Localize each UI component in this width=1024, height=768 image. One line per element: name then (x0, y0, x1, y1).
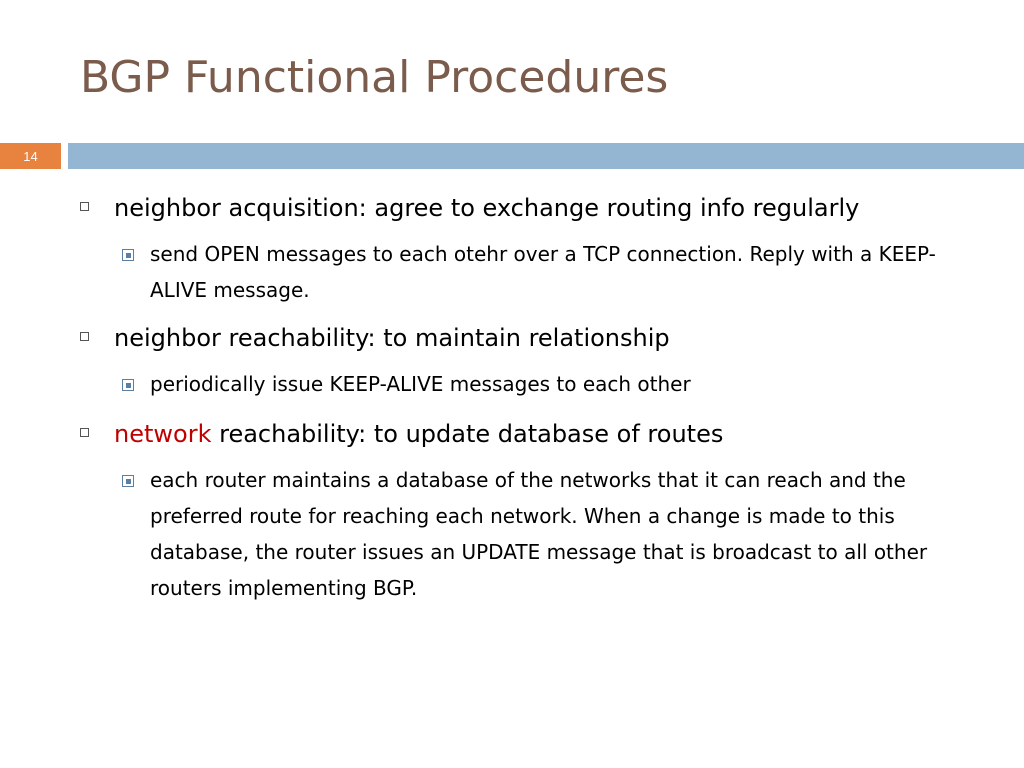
highlighted-word: network (114, 420, 212, 448)
sub-bullet-text: each router maintains a database of the networks that it can reach and the preferred route for reaching each network. When a change is made to this database, the router issues an UPDATE message that is broadcast to all other routers implementing BGP. (150, 468, 928, 600)
square-bullet-icon (80, 202, 89, 211)
header-bar (0, 143, 1024, 169)
page-number-badge: 14 (0, 143, 61, 169)
header-stripe (68, 143, 1024, 169)
sub-bullet-text: periodically issue KEEP-ALIVE messages to each other (150, 372, 691, 396)
filled-square-bullet-icon (122, 379, 134, 391)
square-bullet-icon (80, 428, 89, 437)
square-bullet-icon (80, 332, 89, 341)
sub-bullet-text: send OPEN messages to each otehr over a TCP connection. Reply with a KEEP-ALIVE message. (150, 242, 936, 302)
bullet-text (114, 418, 723, 450)
filled-square-bullet-icon (122, 249, 134, 261)
bullet-text-rest: reachability: to update database of routes (211, 420, 724, 448)
slide-title: BGP Functional Procedures (80, 52, 669, 103)
bullet-text: neighbor acquisition: agree to exchange routing info regularly (114, 194, 860, 222)
filled-square-bullet-icon (122, 475, 134, 487)
bullet-text: neighbor reachability: to maintain relationship (114, 324, 670, 352)
